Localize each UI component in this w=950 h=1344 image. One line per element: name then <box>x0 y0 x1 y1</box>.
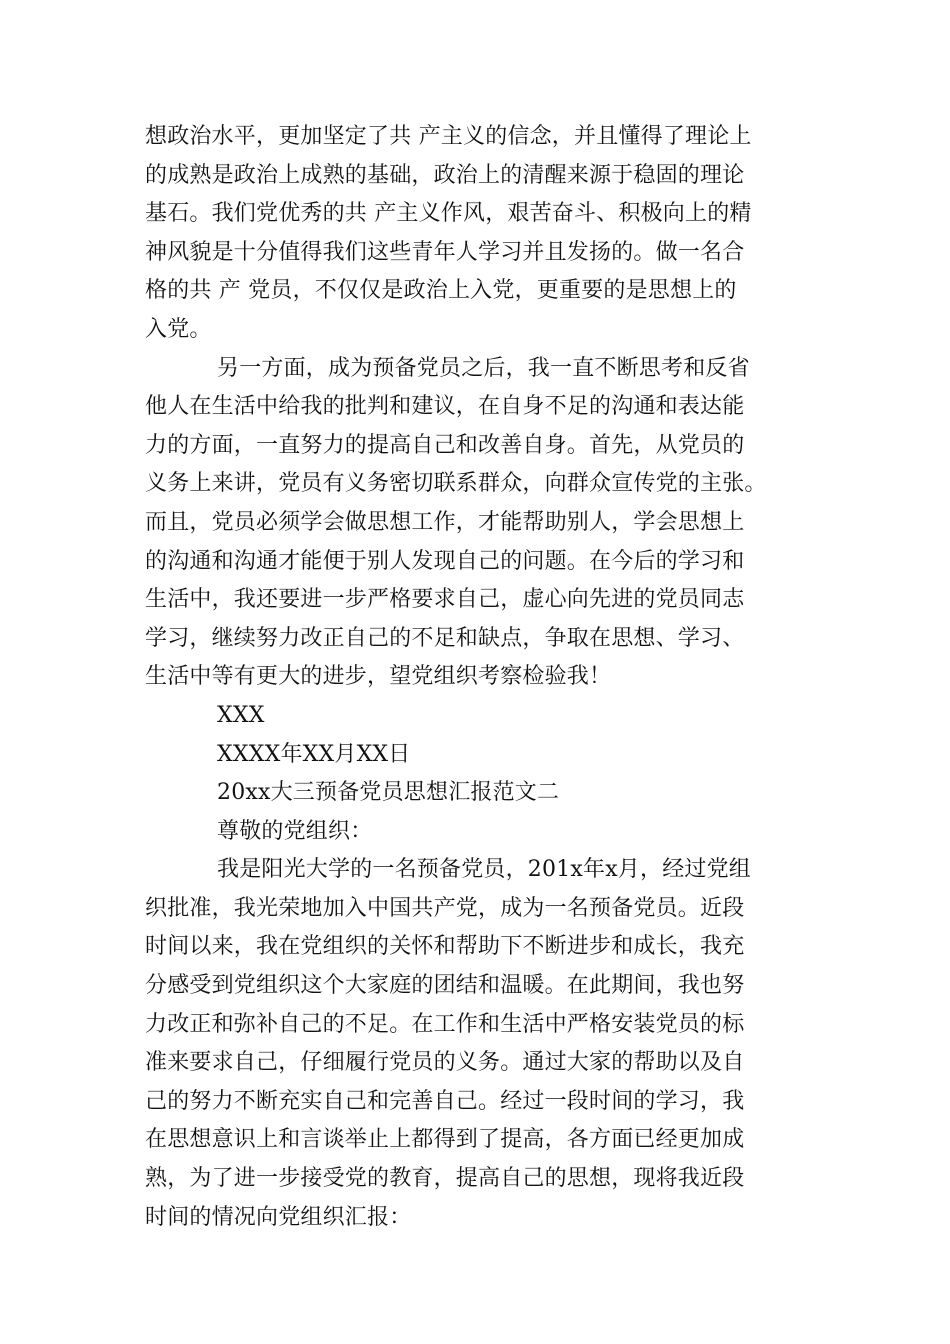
paragraph-start-line: 我是阳光大学的一名预备党员，201x年x月，经过党组 <box>217 857 752 883</box>
text-line: 格的共 产 党员，不仅仅是政治上入党，更重要的是思想上的 <box>145 278 737 304</box>
text-line: 基石。我们党优秀的共 产主义作风，艰苦奋斗、积极向上的精 <box>145 201 752 227</box>
text-line: 学习，继续努力改正自己的不足和缺点，争取在思想、学习、 <box>145 625 745 651</box>
text-line: 力改正和弥补自己的不足。在工作和生活中严格安装党员的标 <box>145 1011 745 1037</box>
salutation: 尊敬的党组织： <box>217 818 373 844</box>
paragraph-start-line: 另一方面，成为预备党员之后，我一直不断思考和反省 <box>217 355 750 381</box>
text-line: 入党。 <box>145 316 212 342</box>
text-line: 织批准，我光荣地加入中国共产党，成为一名预备党员。近段 <box>145 895 745 921</box>
document-body <box>145 118 805 1237</box>
text-line: 义务上来讲，党员有义务密切联系群众，向群众宣传党的主张。 <box>145 471 767 497</box>
text-line: 生活中等有更大的进步，望党组织考察检验我！ <box>145 664 612 690</box>
text-line: 的成熟是政治上成熟的基础，政治上的清醒来源于稳固的理论 <box>145 162 745 188</box>
text-line: 生活中，我还要进一步严格要求自己，虚心向先进的党员同志 <box>145 587 745 613</box>
text-line: 分感受到党组织这个大家庭的团结和温暖。在此期间，我也努 <box>145 973 745 999</box>
section-title: 20xx大三预备党员思想汇报范文二 <box>217 780 560 806</box>
signature-name: XXX <box>217 702 265 728</box>
text-line: 准来要求自己，仔细履行党员的义务。通过大家的帮助以及自 <box>145 1050 745 1076</box>
text-line: 的沟通和沟通才能便于别人发现自己的问题。在今后的学习和 <box>145 548 745 574</box>
text-line: 在思想意识上和言谈举止上都得到了提高，各方面已经更加成 <box>145 1127 745 1153</box>
signature-date: XXXX年XX月XX日 <box>217 741 411 767</box>
text-line: 他人在生活中给我的批判和建议，在自身不足的沟通和表达能 <box>145 394 745 420</box>
text-line: 时间以来，我在党组织的关怀和帮助下不断进步和成长，我充 <box>145 934 745 960</box>
text-line: 熟，为了进一步接受党的教育，提高自己的思想，现将我近段 <box>145 1166 745 1192</box>
text-line: 己的努力不断充实自己和完善自己。经过一段时间的学习，我 <box>145 1088 745 1114</box>
text-line: 而且，党员必须学会做思想工作，才能帮助别人，学会思想上 <box>145 509 745 535</box>
text-line: 神风貌是十分值得我们这些青年人学习并且发扬的。做一名合 <box>145 239 745 265</box>
text-line: 想政治水平，更加坚定了共 产主义的信念，并且懂得了理论上 <box>145 124 752 149</box>
text-line: 力的方面，一直努力的提高自己和改善自身。首先，从党员的 <box>145 432 745 458</box>
text-line: 时间的情况向党组织汇报： <box>145 1204 412 1230</box>
